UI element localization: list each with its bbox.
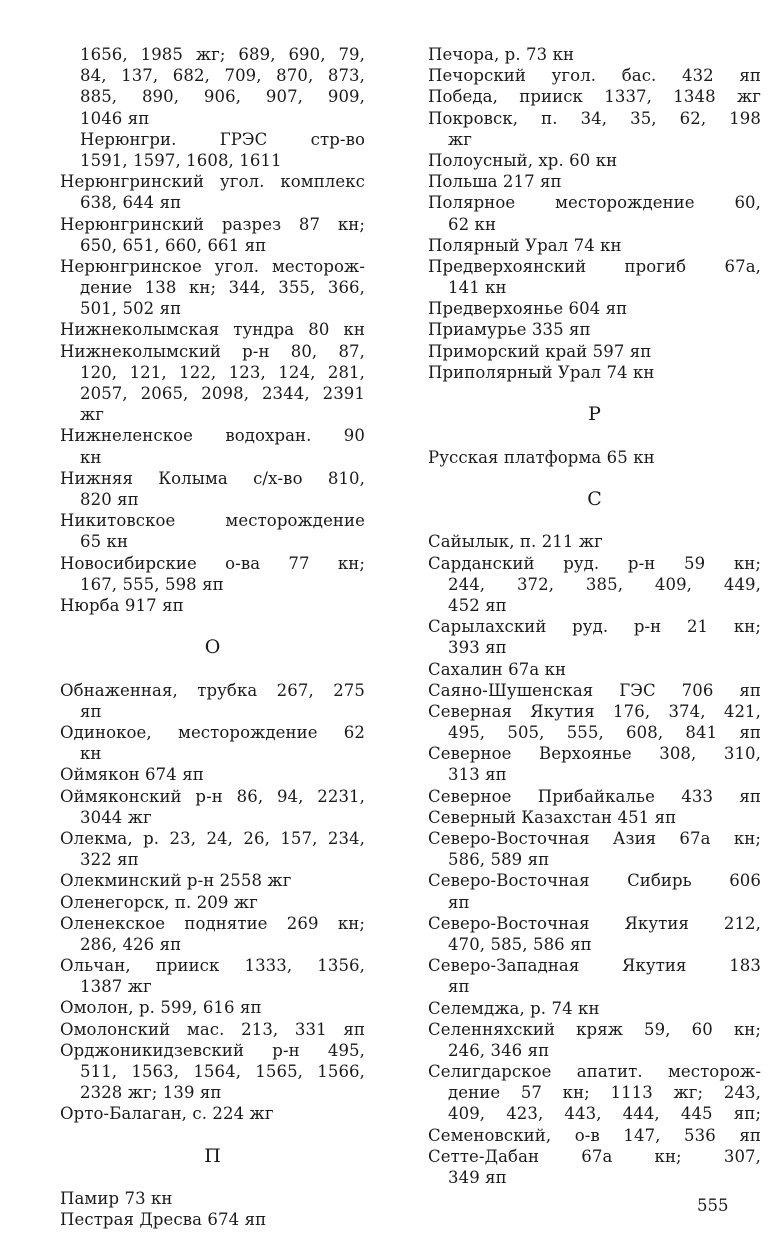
index-entry: Сарылахский руд. р-н 21 кн; (428, 617, 761, 637)
index-entry: Северный Казахстан 451 яп (428, 807, 677, 827)
index-entry: Нерюнгринский угол. комплекс (60, 172, 365, 192)
index-entry-continuation: 501, 502 яп (80, 299, 182, 319)
index-entry-continuation: дение 57 кн; 1113 жг; 243, (448, 1083, 761, 1103)
index-column-right (428, 44, 761, 1188)
index-entry: Олекминский р-н 2558 жг (60, 871, 292, 891)
index-entry: Нерюнгринский разрез 87 кн; (60, 214, 365, 234)
letter-heading: О (204, 636, 221, 659)
index-entry: Сахалин 67а кн (428, 659, 567, 679)
index-entry: Полоусный, хр. 60 кн (428, 150, 618, 170)
index-entry: Русская платформа 65 кн (428, 447, 655, 467)
index-entry: Предверхоянье 604 яп (428, 299, 628, 319)
index-entry: Нижнеколымская тундра 80 кн (60, 320, 365, 340)
index-entry: Пестрая Дресва 674 яп (60, 1210, 267, 1230)
index-entry: Северное Верхоянье 308, 310, (428, 744, 761, 764)
index-entry: Северо-Восточная Якутия 212, (428, 913, 761, 933)
index-entry-continuation: 62 кн (448, 214, 497, 234)
letter-heading: П (204, 1144, 221, 1167)
index-entry: Оймяконский р-н 86, 94, 2231, (60, 786, 365, 806)
index-entry: Селигдарское апатит. месторож- (428, 1062, 761, 1082)
index-entry: Северо-Западная Якутия 183 (428, 956, 761, 976)
index-entry: Сарданский руд. р-н 59 кн; (428, 553, 761, 573)
index-entry-continuation: жг (80, 405, 105, 425)
index-entry: Селемджа, р. 74 кн (428, 998, 600, 1018)
index-entry: Печорский угол. бас. 432 яп (428, 66, 761, 86)
index-entry: Нижняя Колыма с/х-во 810, (60, 468, 365, 488)
index-entry-continuation: 586, 589 яп (448, 850, 550, 870)
index-entry-continuation: 244, 372, 385, 409, 449, (448, 574, 761, 594)
index-entry-continuation: 349 яп (448, 1168, 507, 1187)
index-entry: Орджоникидзевский р-н 495, (60, 1040, 365, 1060)
index-entry: Одинокое, месторождение 62 (60, 723, 365, 743)
index-entry-continuation: 286, 426 яп (80, 934, 182, 954)
index-entry: Польша 217 яп (428, 172, 562, 192)
index-entry: Саяно-Шушенская ГЭС 706 яп (428, 680, 761, 700)
index-entry: Сайылык, п. 211 жг (428, 532, 603, 552)
index-entry: Никитовское месторождение (60, 511, 365, 531)
index-entry: Северное Прибайкалье 433 яп (428, 786, 761, 806)
index-entry-continuation: 246, 346 яп (448, 1040, 550, 1060)
index-entry-continuation: 1046 яп (80, 108, 150, 128)
index-entry: Победа, прииск 1337, 1348 жг (428, 87, 761, 107)
index-entry: Селенняхский кряж 59, 60 кн; (428, 1019, 761, 1039)
index-entry-continuation: 120, 121, 122, 123, 124, 281, (80, 362, 365, 382)
index-entry-continuation: 393 яп (448, 638, 507, 658)
index-entry: Ольчан, прииск 1333, 1356, (60, 956, 365, 976)
index-entry: Оленекское поднятие 269 кн; (60, 913, 365, 933)
index-entry: Приамурье 335 яп (428, 320, 591, 340)
index-entry: Оймякон 674 яп (60, 765, 204, 785)
index-entry-continuation: 2057, 2065, 2098, 2344, 2391 (80, 384, 365, 403)
index-entry-continuation: яп (448, 977, 470, 997)
index-entry: Нерюнгринское угол. месторож- (60, 256, 365, 276)
letter-heading: С (587, 487, 602, 510)
index-entry: Олекма, р. 23, 24, 26, 157, 234, (60, 828, 365, 848)
index-entry-continuation: 1387 жг (80, 977, 152, 997)
index-entry: Омолон, р. 599, 616 яп (60, 998, 262, 1018)
index-entry: Орто-Балаган, с. 224 жг (60, 1104, 274, 1124)
index-entry-continuation: 409, 423, 443, 444, 445 яп; (448, 1104, 761, 1124)
index-entry-continuation: 2328 жг; 139 яп (80, 1083, 222, 1103)
index-entry-continuation: 1656, 1985 жг; 689, 690, 79, (80, 45, 365, 64)
index-entry-continuation: 1591, 1597, 1608, 1611 (80, 150, 282, 170)
index-entry: Сетте-Дабан 67а кн; 307, (428, 1146, 761, 1166)
letter-heading: Р (588, 403, 601, 425)
index-entry-continuation: 820 яп (80, 489, 139, 509)
index-entry-continuation: 452 яп (448, 595, 507, 615)
index-column-left (60, 44, 365, 1231)
index-entry-continuation: 885, 890, 906, 907, 909, (80, 87, 365, 107)
index-entry-continuation: 313 яп (448, 765, 507, 785)
index-entry-continuation: дение 138 кн; 344, 355, 366, (80, 278, 365, 298)
index-entry: Памир 73 кн (60, 1189, 173, 1209)
index-entry: Новосибирские о-ва 77 кн; (60, 553, 365, 573)
index-entry-continuation: 470, 585, 586 яп (448, 934, 592, 954)
index-entry-continuation: Нерюнгри. ГРЭС стр-во (80, 129, 365, 149)
index-entry-continuation: 3044 жг (80, 807, 152, 827)
index-entry-continuation: 650, 651, 660, 661 яп (80, 235, 267, 255)
index-entry: Покровск, п. 34, 35, 62, 198 (428, 108, 761, 128)
index-entry: Нижнеленское водохран. 90 (60, 426, 365, 446)
index-entry-continuation: 141 кн (448, 278, 507, 298)
index-entry: Приморский край 597 яп (428, 341, 652, 361)
page-number: 555 (697, 1196, 729, 1215)
index-entry: Приполярный Урал 74 кн (428, 362, 655, 382)
index-entry: Полярное месторождение 60, (428, 193, 761, 213)
index-entry-continuation: 495, 505, 555, 608, 841 яп (448, 723, 761, 743)
index-entry-continuation: 638, 644 яп (80, 193, 182, 213)
index-entry-continuation: жг (448, 129, 473, 149)
index-entry-continuation: 84, 137, 682, 709, 870, 873, (80, 66, 365, 86)
index-entry: Омолонский мас. 213, 331 яп (60, 1019, 365, 1039)
index-entry-continuation: кн (80, 447, 102, 467)
index-entry-continuation: яп (448, 892, 470, 912)
index-entry-continuation: кн (80, 744, 102, 764)
index-entry-continuation: 511, 1563, 1564, 1565, 1566, (80, 1062, 365, 1082)
index-entry: Обнаженная, трубка 267, 275 (60, 680, 365, 700)
index-entry-continuation: 167, 555, 598 яп (80, 574, 224, 594)
index-entry-continuation: 322 яп (80, 850, 139, 870)
index-entry: Нижнеколымский р-н 80, 87, (60, 341, 365, 361)
index-entry: Нюрба 917 яп (60, 595, 184, 615)
index-entry: Оленегорск, п. 209 жг (60, 892, 258, 912)
index-entry-continuation: 65 кн (80, 532, 129, 552)
index-entry: Северо-Восточная Азия 67а кн; (428, 829, 761, 848)
index-entry-continuation: яп (80, 701, 102, 721)
index-entry: Предверхоянский прогиб 67а, (428, 256, 761, 276)
index-entry: Северо-Восточная Сибирь 606 (428, 871, 761, 891)
index-entry: Полярный Урал 74 кн (428, 235, 622, 255)
index-entry: Семеновский, о-в 147, 536 яп (428, 1125, 761, 1145)
index-entry: Северная Якутия 176, 374, 421, (428, 701, 761, 721)
index-entry: Печора, р. 73 кн (428, 45, 575, 64)
